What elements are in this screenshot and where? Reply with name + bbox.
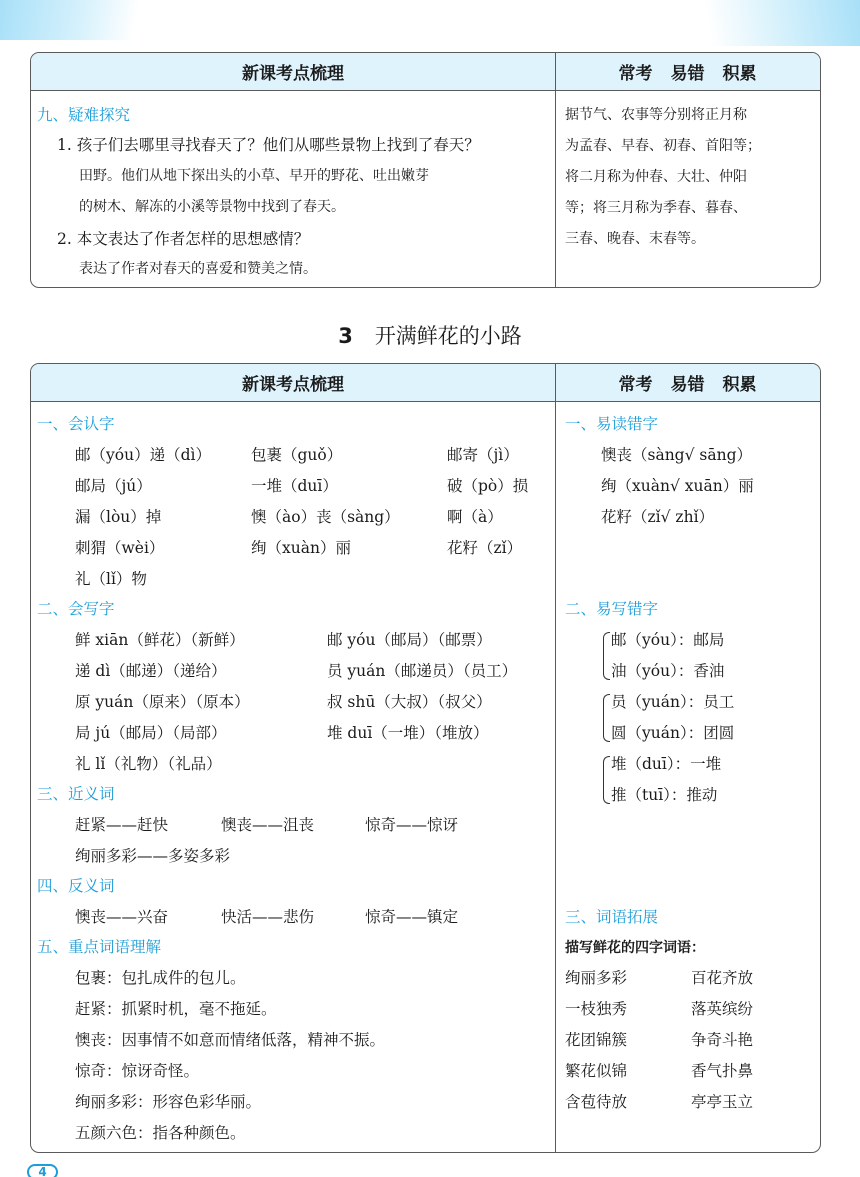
section-heading-miswrite: 二、易写错字 — [565, 600, 659, 618]
recognize-item: 花籽（zǐ） — [447, 539, 523, 557]
idiom: 亭亭玉立 — [691, 1093, 754, 1111]
recognize-item: 啊（à） — [447, 508, 503, 526]
section-heading-meanings: 五、重点词语理解 — [37, 938, 162, 956]
brace-bracket — [603, 756, 610, 804]
review-box-continued — [30, 52, 821, 288]
misread-item: 懊丧（sàng√ sāng） — [601, 446, 753, 464]
lesson-name: 开满鲜花的小路 — [374, 324, 522, 348]
note-line: 为孟春、早春、初春、首阳等； — [565, 138, 761, 154]
meaning-item: 绚丽多彩：形容色彩华丽。 — [75, 1093, 262, 1111]
lesson-title — [0, 320, 860, 350]
header-tag-error: 易错 — [670, 64, 705, 84]
idiom: 香气扑鼻 — [691, 1062, 754, 1080]
box-header-right — [555, 364, 820, 402]
section-heading-synonyms: 三、近义词 — [37, 785, 115, 803]
header-tag-error: 易错 — [670, 375, 705, 395]
idiom: 落英缤纷 — [691, 1000, 754, 1018]
antonym-pair: 快活——悲伤 — [221, 908, 315, 926]
misread-item: 花籽（zǐ√ zhǐ） — [601, 508, 715, 526]
write-item: 鲜 xiān（鲜花）（新鲜） — [75, 631, 245, 649]
question-text: 1. 孩子们去哪里寻找春天了？他们从哪些景物上找到了春天？ — [57, 136, 480, 154]
misread-item: 绚（xuàn√ xuān）丽 — [601, 477, 754, 495]
meaning-item: 赶紧：抓紧时机，毫不拖延。 — [75, 1000, 277, 1018]
page-number: 4 — [27, 1164, 58, 1177]
miswrite-item: 圆（yuán）：团圆 — [611, 724, 735, 742]
top-decoration — [0, 0, 860, 46]
write-item: 堆 duī（一堆）（堆放） — [327, 724, 489, 742]
miswrite-item: 堆（duī）：一堆 — [611, 755, 722, 773]
synonym-pair: 惊奇——惊讶 — [365, 816, 459, 834]
recognize-item: 邮（yóu）递（dì） — [75, 446, 211, 464]
idiom: 繁花似锦 — [565, 1062, 628, 1080]
recognize-item: 刺猬（wèi） — [75, 539, 165, 557]
write-item: 邮 yóu（邮局）（邮票） — [327, 631, 492, 649]
write-item: 递 dì（邮递）（递给） — [75, 662, 227, 680]
miswrite-item: 推（tuī）：推动 — [611, 786, 718, 804]
section-heading-expansion: 三、词语拓展 — [565, 908, 659, 926]
synonym-pair: 绚丽多彩——多姿多彩 — [75, 847, 231, 865]
write-item: 原 yuán（原来）（原本） — [75, 693, 250, 711]
top-right-wave — [660, 0, 860, 46]
idiom: 百花齐放 — [691, 969, 754, 987]
recognize-item: 破（pò）损 — [447, 477, 529, 495]
section-heading-antonyms: 四、反义词 — [37, 877, 115, 895]
box-header-right — [555, 53, 820, 91]
recognize-item: 一堆（duī） — [251, 477, 338, 495]
idiom: 含苞待放 — [565, 1093, 628, 1111]
synonym-pair: 懊丧——沮丧 — [221, 816, 315, 834]
recognize-item: 漏（lòu）掉 — [75, 508, 162, 526]
header-tag-common: 常考 — [618, 64, 653, 84]
recognize-item: 邮寄（jì） — [447, 446, 519, 464]
miswrite-item: 邮（yóu）：邮局 — [611, 631, 725, 649]
note-line: 据节气、农事等分别将正月称 — [565, 107, 747, 123]
idiom: 一枝独秀 — [565, 1000, 628, 1018]
lesson-number: 3 — [338, 324, 353, 348]
recognize-item: 绚（xuàn）丽 — [251, 539, 351, 557]
note-line: 等；将三月称为季春、暮春、 — [565, 200, 747, 216]
header-tag-accumulate: 积累 — [722, 375, 757, 395]
idiom: 花团锦簇 — [565, 1031, 628, 1049]
meaning-item: 懊丧：因事情不如意而情绪低落，精神不振。 — [75, 1031, 386, 1049]
miswrite-item: 员（yuán）：员工 — [611, 693, 735, 711]
recognize-item: 礼（lǐ）物 — [75, 570, 147, 588]
brace-bracket — [603, 632, 610, 680]
box-header-left: 新课考点梳理 — [31, 53, 555, 91]
idiom: 绚丽多彩 — [565, 969, 628, 987]
antonym-pair: 懊丧——兴奋 — [75, 908, 169, 926]
write-item: 礼 lǐ（礼物）（礼品） — [75, 755, 222, 773]
meaning-item: 包裹：包扎成件的包儿。 — [75, 969, 246, 987]
write-item: 局 jú（邮局）（局部） — [75, 724, 227, 742]
recognize-item: 邮局（jú） — [75, 477, 152, 495]
section-heading-misread: 一、易读错字 — [565, 415, 659, 433]
answer-text: 田野。他们从地下探出头的小草、早开的野花、吐出嫩芽 — [79, 168, 429, 184]
antonym-pair: 惊奇——镇定 — [365, 908, 459, 926]
column-divider — [555, 364, 556, 1152]
write-item: 叔 shū（大叔）（叔父） — [327, 693, 492, 711]
header-tag-common: 常考 — [618, 375, 653, 395]
answer-text: 的树木、解冻的小溪等景物中找到了春天。 — [79, 199, 345, 215]
section-heading: 九、疑难探究 — [37, 106, 131, 124]
brace-bracket — [603, 694, 610, 742]
idiom: 争奇斗艳 — [691, 1031, 754, 1049]
synonym-pair: 赶紧——赶快 — [75, 816, 169, 834]
recognize-item: 懊（ào）丧（sàng） — [251, 508, 400, 526]
review-box-lesson3 — [30, 363, 821, 1153]
answer-text: 表达了作者对春天的喜爱和赞美之情。 — [79, 261, 317, 277]
recognize-item: 包裹（guǒ） — [251, 446, 343, 464]
meaning-item: 五颜六色：指各种颜色。 — [75, 1124, 246, 1142]
top-left-wave — [0, 0, 180, 40]
question-text: 2. 本文表达了作者怎样的思想感情？ — [57, 230, 310, 248]
meaning-item: 惊奇：惊讶奇怪。 — [75, 1062, 200, 1080]
box-header-left: 新课考点梳理 — [31, 364, 555, 402]
section-heading-recognize: 一、会认字 — [37, 415, 115, 433]
expansion-subtitle: 描写鲜花的四字词语： — [565, 940, 705, 956]
write-item: 员 yuán（邮递员）（员工） — [327, 662, 518, 680]
header-tag-accumulate: 积累 — [722, 64, 757, 84]
column-divider — [555, 53, 556, 287]
note-line: 三春、晚春、末春等。 — [565, 231, 705, 247]
miswrite-item: 油（yóu）：香油 — [611, 662, 725, 680]
note-line: 将二月称为仲春、大壮、仲阳 — [565, 169, 747, 185]
section-heading-write: 二、会写字 — [37, 600, 115, 618]
